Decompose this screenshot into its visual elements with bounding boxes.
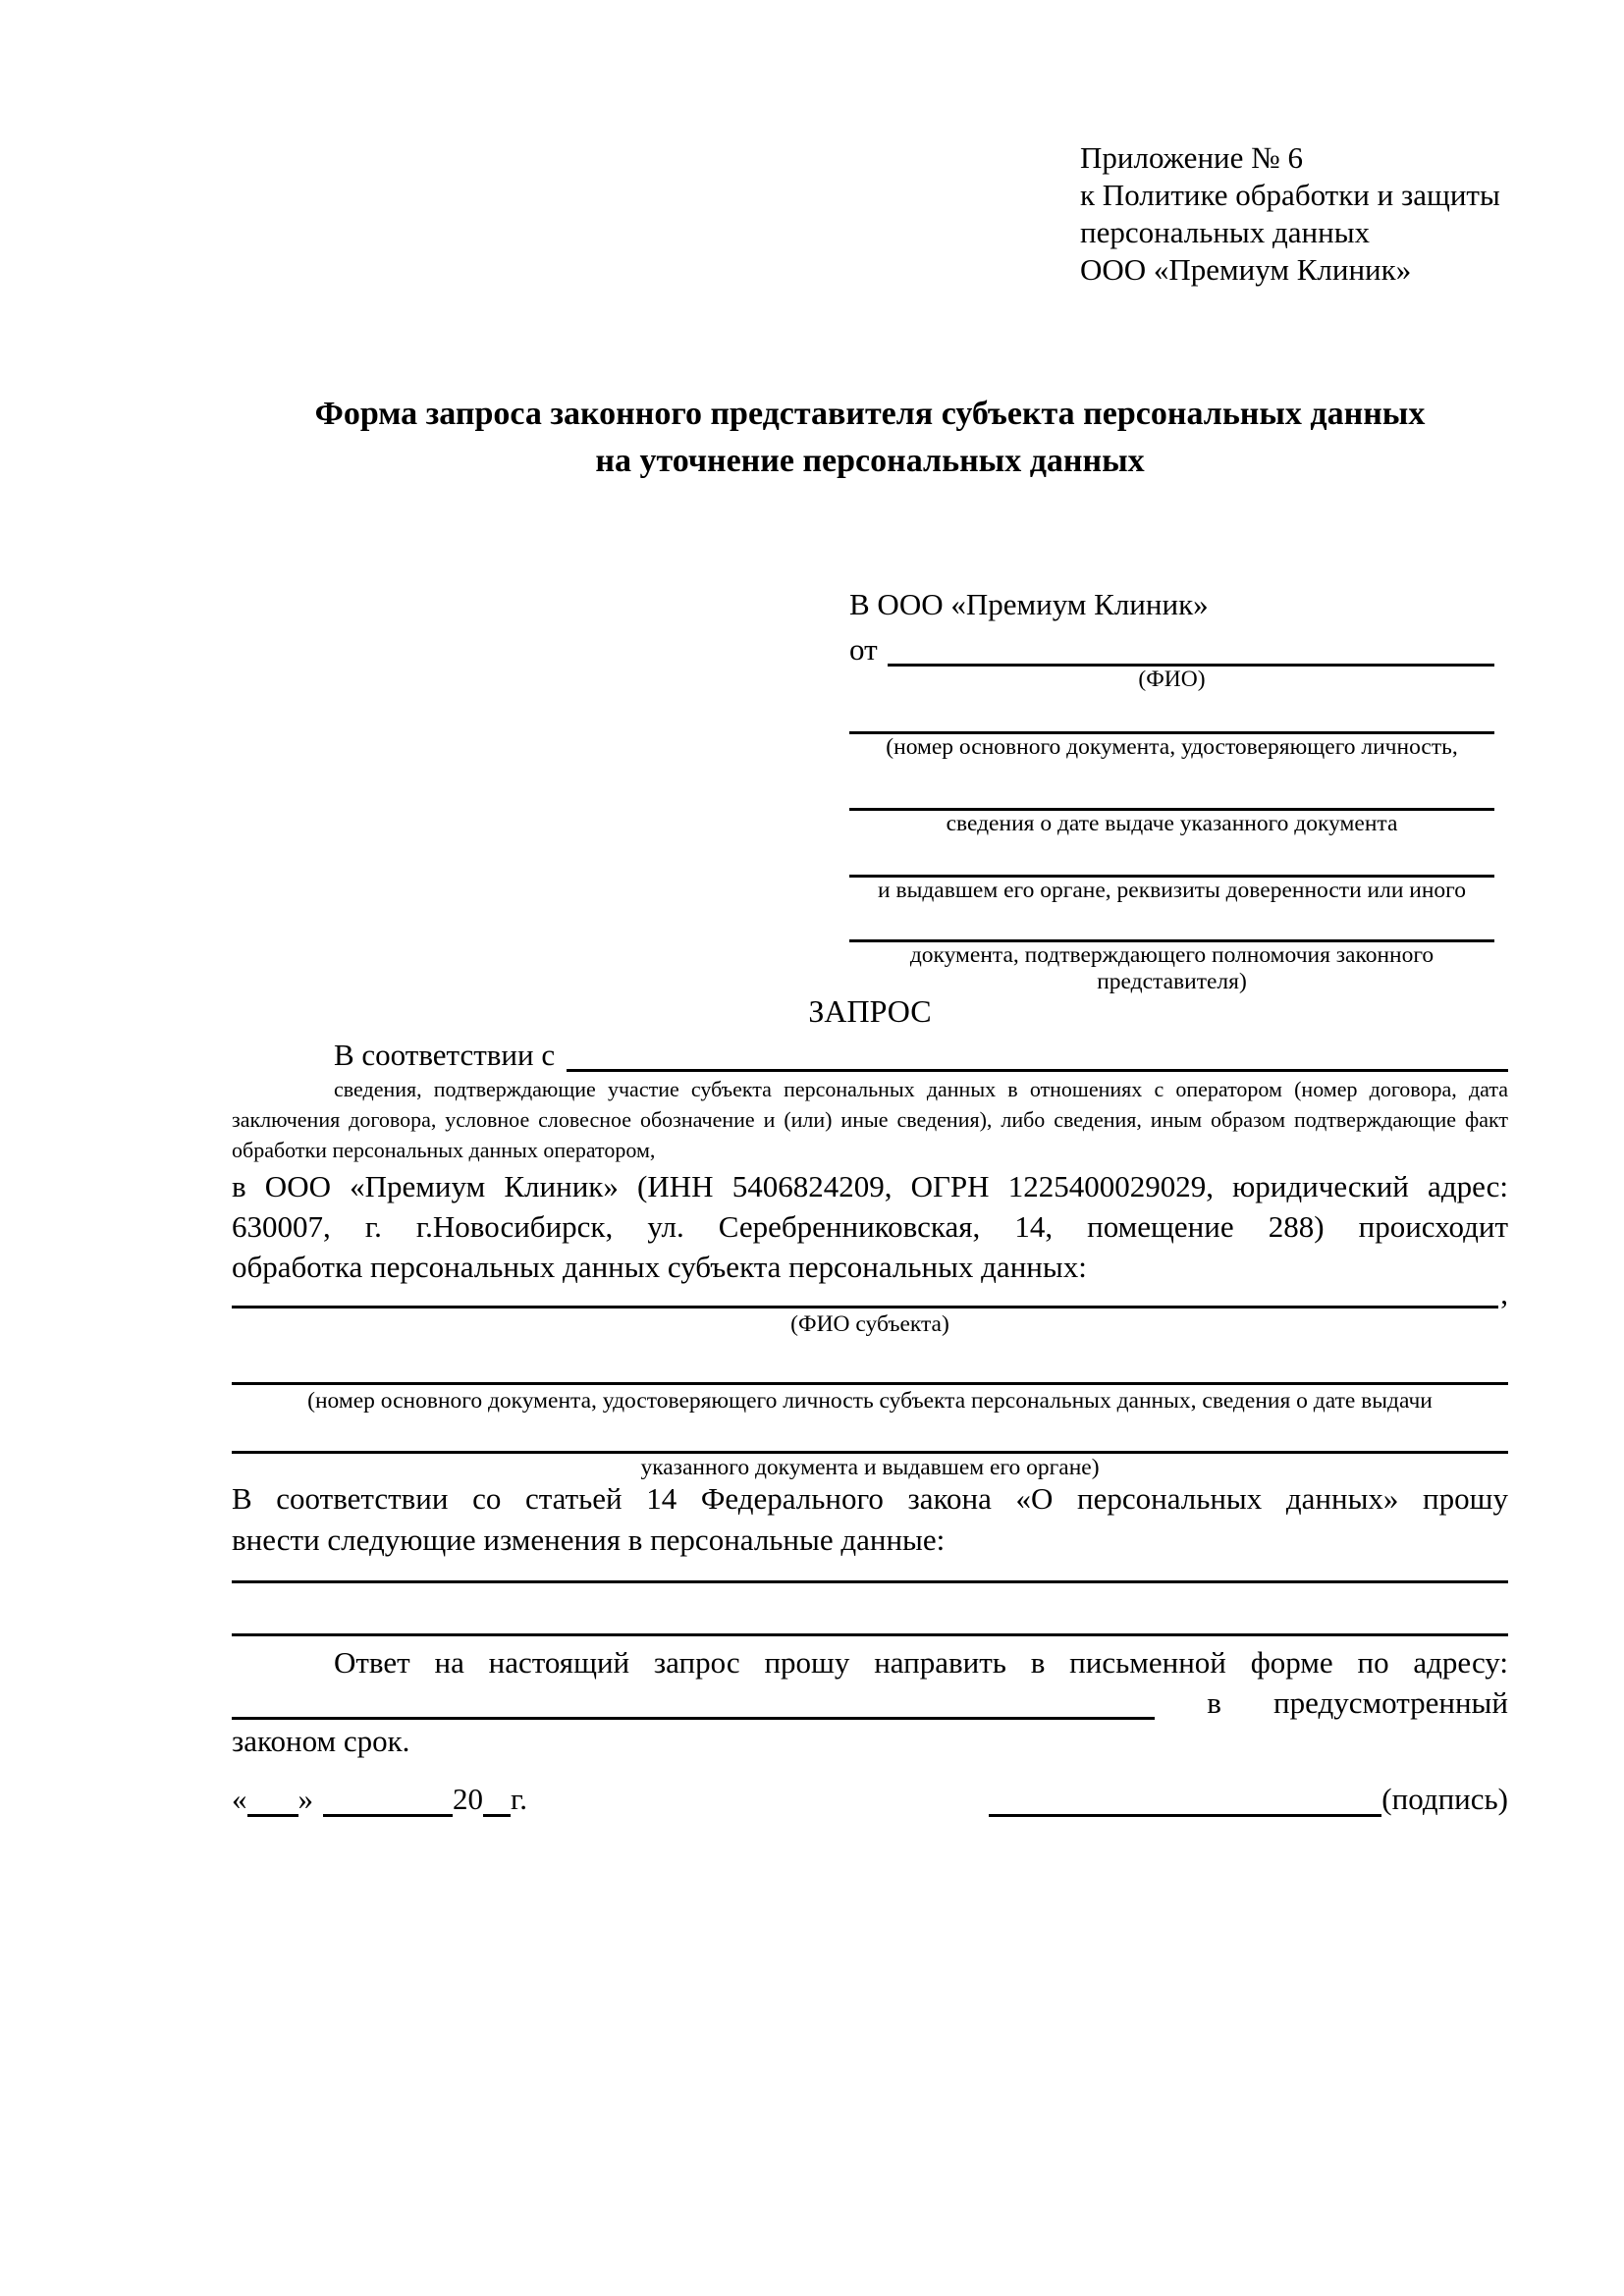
basis-note-line: обработки персональных данных оператором, [232,1138,656,1162]
accordance-blank-field [567,1036,1508,1072]
operator-paragraph [232,1166,1508,1287]
annex-note-line: к Политике обработки и защиты [1080,178,1500,212]
document-title [232,391,1508,485]
answer-paragraph-line1: Ответ на настоящий запрос прошу направить в письменной форме по адресу: [334,1645,1508,1680]
signature-group [989,1779,1508,1817]
footer-row [232,1779,1508,1817]
signature-caption: (подпись) [1381,1782,1508,1816]
subject-fio-row [232,1272,1508,1308]
subject-doc-blank-field-2 [232,1417,1508,1454]
representative-doc-blank-field-2 [849,761,1494,811]
operator-paragraph-line: в ООО «Премиум Клиник» (ИНН 5406824209, ОГРН 1225400029029, юридический адрес: [232,1169,1508,1203]
from-label: от [849,632,878,667]
representative-doc-blank-field-4 [849,904,1494,942]
day-blank-field [247,1779,298,1817]
annex-note-line: ООО «Премиум Клиник» [1080,252,1412,287]
addressee-organization: В ООО «Премиум Клиник» [849,587,1209,621]
representative-doc-caption-2: сведения о дате выдаче указанного документа [946,811,1398,836]
operator-paragraph-line: обработка персональных данных субъекта персональных данных: [232,1250,1087,1284]
annex-note-line: персональных данных [1080,215,1371,249]
accordance-row [232,1033,1508,1072]
trailing-comma: , [1500,1276,1508,1310]
answer-address-blank-field [232,1683,1155,1720]
article-paragraph-line: В соответствии со статьей 14 Федерального закона «О персональных данных» прошу [232,1481,1508,1516]
article-paragraph-line: внести следующие изменения в персональные данные: [232,1522,946,1557]
subject-fio-blank-field [232,1272,1498,1308]
representative-name-blank-field [888,630,1494,667]
answer-closing: законом срок. [232,1724,410,1758]
from-row [849,623,1494,667]
representative-doc-blank-field-1 [849,693,1494,734]
month-blank-field [323,1779,453,1817]
answer-word-in: в [1207,1685,1221,1720]
fio-caption: (ФИО) [1138,667,1206,692]
year-blank-field [483,1779,511,1817]
accordance-label: В соответствии с [334,1038,556,1072]
annex-note-line: Приложение № 6 [1080,140,1303,175]
annex-note [1080,139,1500,289]
changes-blank-field-1 [232,1537,1508,1583]
addressee-block [849,586,1494,995]
basis-note-line: заключения договора, условное словесное обозначение и (или) иные сведения), либо сведения, иным образом подтверждающие факт [232,1107,1508,1132]
basis-note [232,1074,1508,1165]
document-title-line: Форма запроса законного представителя субъекта персональных данных [314,396,1426,432]
answer-word-term: предусмотренный [1273,1685,1508,1720]
date-group [232,1779,527,1817]
subject-doc-caption-2: указанного документа и выдавшем его органе) [640,1455,1100,1480]
representative-doc-caption-1: (номер основного документа, удостоверяющего личность, [886,734,1458,760]
representative-doc-caption-4: документа, подтверждающего полномочия законного представителя) [909,942,1435,994]
subject-doc-blank-field-1 [232,1343,1508,1385]
request-heading: ЗАПРОС [808,993,932,1029]
signature-blank-field [989,1779,1381,1817]
answer-row [232,1682,1508,1720]
document-title-line: на уточнение персональных данных [595,443,1145,479]
quote-close: » [298,1782,313,1816]
operator-paragraph-line: 630007, г. г.Новосибирск, ул. Серебренниковская, 14, помещение 288) происходит [232,1209,1508,1244]
subject-fio-caption: (ФИО субъекта) [790,1311,949,1337]
representative-doc-blank-field-3 [849,837,1494,878]
basis-note-line: сведения, подтверждающие участие субъекта персональных данных в отношениях с оператором (номер договора, дата [334,1077,1508,1101]
quote-open: « [232,1782,247,1816]
representative-doc-caption-3: и выдавшем его органе, реквизиты доверенности или иного [878,878,1466,903]
year-suffix: г. [511,1782,527,1816]
year-prefix: 20 [453,1782,483,1816]
subject-doc-caption-1: (номер основного документа, удостоверяющего личность субъекта персональных данных, сведения о дате выдачи [307,1388,1433,1414]
changes-blank-field-2 [232,1590,1508,1636]
